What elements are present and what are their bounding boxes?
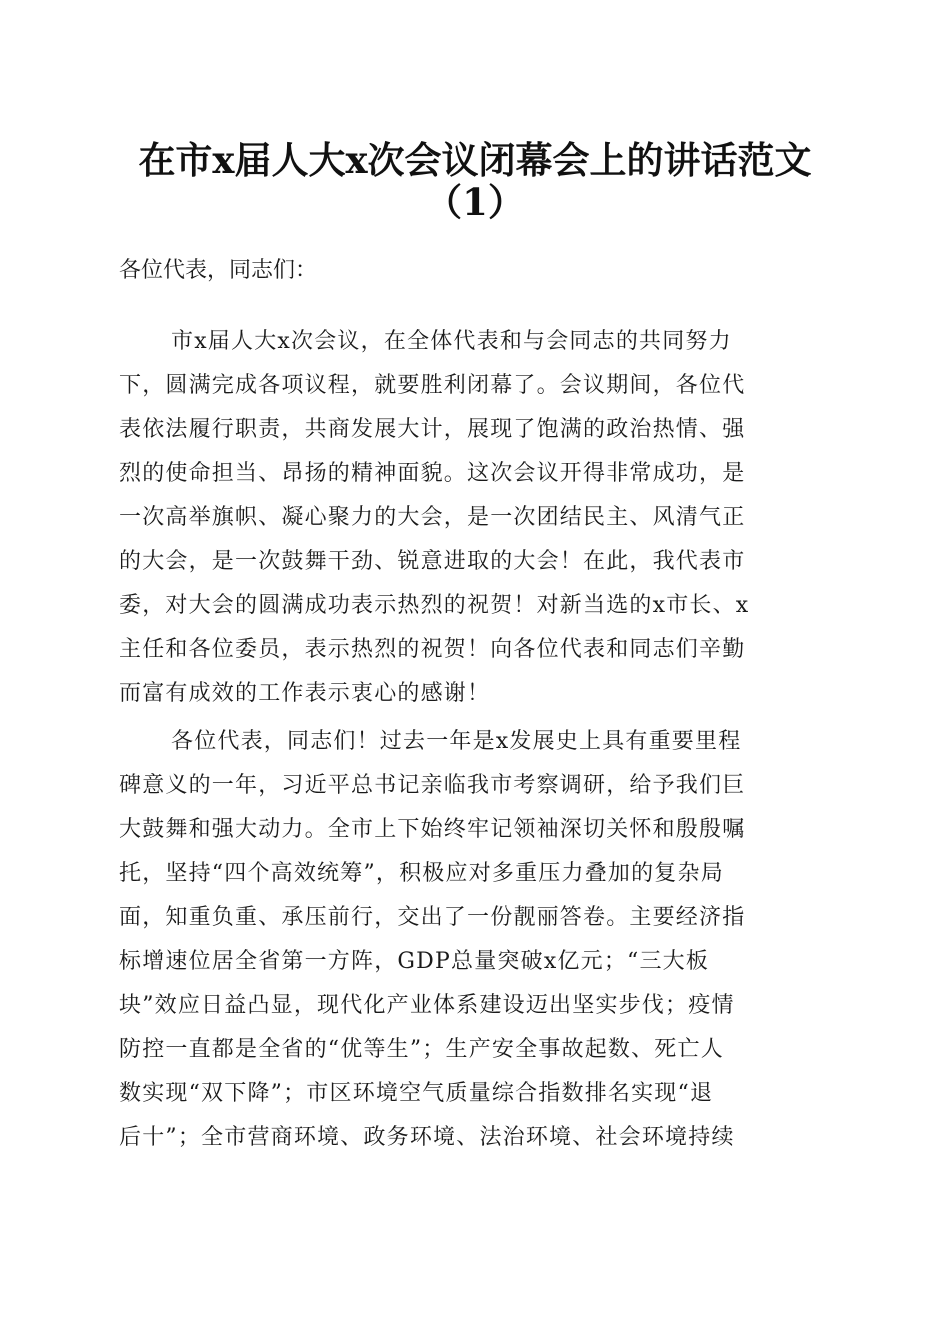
- paragraph-line: 托，坚持“四个高效统筹”，积极应对多重压力叠加的复杂局: [119, 861, 724, 886]
- paragraph-line: 一次高举旗帜、凝心聚力的大会，是一次团结民主、风清气正: [119, 505, 746, 530]
- paragraph-line: 后十”；全市营商环境、政务环境、法治环境、社会环境持续: [119, 1125, 735, 1150]
- paragraph-line: 各位代表，同志们！过去一年是x发展史上具有重要里程: [171, 729, 742, 754]
- paragraph-line: 数实现“双下降”；市区环境空气质量综合指数排名实现“退: [119, 1081, 714, 1106]
- paragraph-line: 面，知重负重、承压前行，交出了一份靓丽答卷。主要经济指: [119, 905, 746, 930]
- paragraph-line: 碑意义的一年，习近平总书记亲临我市考察调研，给予我们巨: [119, 773, 746, 798]
- paragraph-line: 委，对大会的圆满成功表示热烈的祝贺！对新当选的x市长、x: [119, 593, 750, 618]
- paragraph-line: 烈的使命担当、昂扬的精神面貌。这次会议开得非常成功，是: [119, 461, 746, 486]
- paragraph-line: 市x届人大x次会议，在全体代表和与会同志的共同努力: [171, 329, 732, 354]
- paragraph-line: 而富有成效的工作表示衷心的感谢！: [119, 681, 491, 706]
- paragraph-line: 大鼓舞和强大动力。全市上下始终牢记领袖深切关怀和殷殷嘱: [119, 817, 746, 842]
- paragraph-line: 下，圆满完成各项议程，就要胜利闭幕了。会议期间，各位代: [119, 373, 746, 398]
- paragraph-line: 防控一直都是全省的“优等生”；生产安全事故起数、死亡人: [119, 1037, 724, 1062]
- document-title: 在市x届人大x次会议闭幕会上的讲话范文: [138, 138, 812, 182]
- paragraph-line: 表依法履行职责，共商发展大计，展现了饱满的政治热情、强: [119, 417, 746, 442]
- document-title-number: （1）: [425, 180, 525, 224]
- paragraph-line: 主任和各位委员，表示热烈的祝贺！向各位代表和同志们辛勤: [119, 637, 746, 662]
- paragraph-line: 块”效应日益凸显，现代化产业体系建设迈出坚实步伐；疫情: [119, 993, 735, 1018]
- paragraph-line: 标增速位居全省第一方阵，GDP总量突破x亿元；“三大板: [119, 949, 710, 974]
- greeting: 各位代表，同志们：: [119, 258, 318, 283]
- paragraph-line: 的大会，是一次鼓舞干劲、锐意进取的大会！在此，我代表市: [119, 549, 746, 574]
